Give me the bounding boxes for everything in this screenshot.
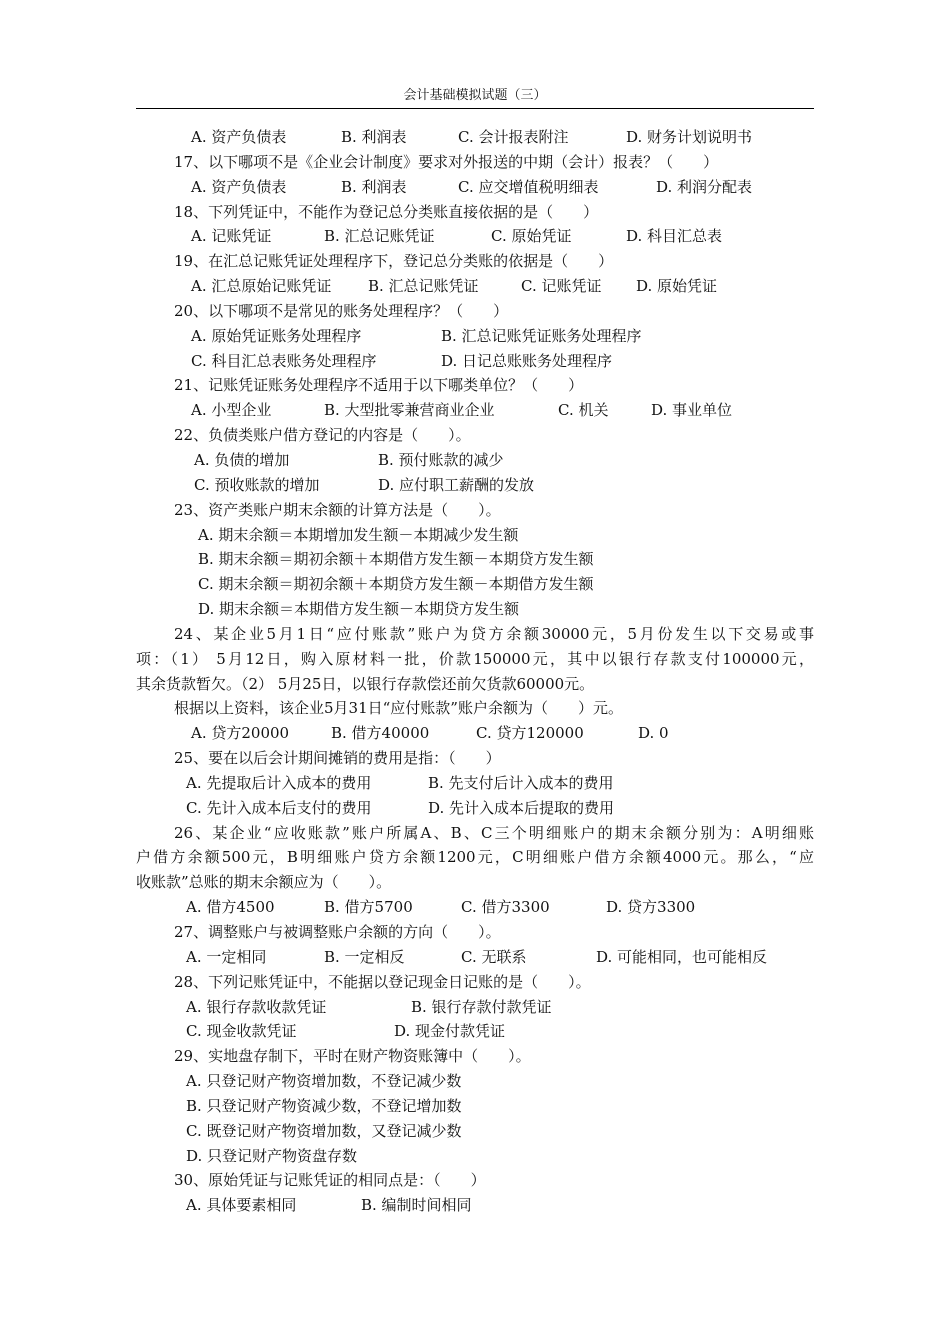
answer-option: C. 记账凭证 [521,277,602,296]
answer-option: C. 现金收款凭证 [186,1022,297,1041]
question-line [136,150,814,175]
answer-option: B. 只登记财产物资减少数，不登记增加数 [186,1096,462,1115]
answer-option: A. 具体要素相同 [186,1196,297,1215]
question-line [136,498,814,523]
option-row [136,1193,814,1218]
answer-option: D. 现金付款凭证 [394,1022,506,1041]
option-row [136,224,814,249]
option-row [136,1094,814,1119]
answer-option: B. 借方40000 [331,724,430,743]
answer-option: A. 借方4500 [186,898,275,917]
option-row [136,175,814,200]
option-row [136,1069,814,1094]
question-line [136,696,814,721]
question-text: 根据以上资料，该企业5月31日“应付账款”账户余额为（ ）元。 [174,699,623,718]
answer-option: C. 借方3300 [461,898,550,917]
answer-option: B. 利润表 [341,177,407,196]
question-text: 25、要在以后会计期间摊销的费用是指：（ ） [174,749,501,768]
question-text: 30、原始凭证与记账凭证的相同点是：（ ） [174,1171,486,1190]
header-rule [136,108,814,109]
page-header-title: 会计基础模拟试题（三） [403,88,547,103]
answer-option: C. 无联系 [461,947,527,966]
option-row [136,125,814,150]
answer-option: A. 资产负债表 [191,177,287,196]
option-row [136,349,814,374]
question-continuation [136,870,814,895]
answer-option: B. 一定相反 [324,947,405,966]
question-line [136,373,814,398]
option-row [136,721,814,746]
option-row [136,1019,814,1044]
option-row [136,771,814,796]
answer-option: D. 贷方3300 [606,898,696,917]
question-text: 收账款”总账的期末余额应为（ ）。 [136,873,392,892]
answer-option: A. 银行存款收款凭证 [186,997,327,1016]
answer-option: A. 原始凭证账务处理程序 [191,326,362,345]
answer-option: D. 利润分配表 [656,177,753,196]
answer-option: B. 汇总记账凭证 [324,227,435,246]
question-continuation [136,672,814,697]
answer-option: D. 0 [638,724,669,743]
option-row [136,473,814,498]
answer-option: B. 先支付后计入成本的费用 [428,773,614,792]
option-row [136,945,814,970]
question-line [136,821,814,846]
question-line [136,200,814,225]
answer-option: C. 既登记财产物资增加数，又登记减少数 [186,1121,462,1140]
answer-option: C. 会计报表附注 [458,128,569,146]
answer-option: C. 机关 [558,401,609,420]
question-text: 20、以下哪项不是常见的账务处理程序？（ ） [174,301,509,320]
answer-option: C. 先计入成本后支付的费用 [186,798,372,817]
answer-option: A. 资产负债表 [191,128,287,146]
question-text: 项：（1） 5月12日，购入原材料一批，价款150000元，其中以银行存款支付100000元， [136,649,814,668]
answer-option: B. 大型批零兼营商业企业 [324,401,495,420]
question-text: 17、以下哪项不是《企业会计制度》要求对外报送的中期（会计）报表？（ ） [174,152,719,171]
answer-option: B. 编制时间相同 [361,1196,472,1215]
question-text: 其余货款暂欠。（2） 5月25日，以银行存款偿还前欠货款60000元。 [136,674,595,693]
question-text: 28、下列记账凭证中，不能据以登记现金日记账的是（ ）。 [174,972,591,991]
answer-option: D. 期末余额＝本期借方发生额－本期贷方发生额 [198,600,520,619]
answer-option: D. 原始凭证 [636,277,718,296]
answer-option: B. 汇总记账凭证 [368,277,479,296]
answer-option: B. 银行存款付款凭证 [411,997,552,1016]
question-text: 22、负债类账户借方登记的内容是（ ）。 [174,426,471,445]
answer-option: D. 可能相同，也可能相反 [596,947,768,966]
question-text: 26、某企业“应收账款”账户所属A、B、C三个明细账户的期末余额分别为：A明细账 [174,823,814,842]
option-row [136,1119,814,1144]
question-continuation [136,845,814,870]
option-row [136,523,814,548]
answer-option: B. 预付账款的减少 [378,450,504,469]
question-line [136,920,814,945]
answer-option: A. 记账凭证 [191,227,272,246]
option-row [136,1144,814,1169]
answer-option: C. 贷方120000 [476,724,584,743]
question-text: 23、资产类账户期末余额的计算方法是（ ）。 [174,500,501,519]
question-line [136,970,814,995]
question-line [136,299,814,324]
answer-option: B. 利润表 [341,128,407,146]
question-text: 19、在汇总记账凭证处理程序下，登记总分类账的依据是（ ） [174,252,614,271]
answer-option: A. 一定相同 [186,947,267,966]
answer-option: D. 应付职工薪酬的发放 [378,475,535,494]
answer-option: A. 期末余额＝本期增加发生额－本期减少发生额 [198,525,519,544]
question-text: 24、某企业5月1日“应付账款”账户为贷方余额30000元，5月份发生以下交易或事 [174,624,814,643]
answer-option: D. 事业单位 [651,401,733,420]
answer-option: A. 先提取后计入成本的费用 [186,773,372,792]
answer-option: A. 小型企业 [191,401,272,420]
answer-option: C. 应交增值税明细表 [458,177,599,196]
question-line [136,1044,814,1069]
answer-option: A. 只登记财产物资增加数，不登记减少数 [186,1072,462,1091]
option-row [136,547,814,572]
answer-option: C. 预收账款的增加 [194,475,320,494]
answer-option: D. 日记总账账务处理程序 [441,351,613,370]
question-text: 29、实地盘存制下，平时在财产物资账簿中（ ）。 [174,1047,531,1066]
option-row [136,597,814,622]
answer-option: B. 期末余额＝期初余额＋本期借方发生额－本期贷方发生额 [198,550,594,569]
answer-option: C. 期末余额＝期初余额＋本期贷方发生额－本期借方发生额 [198,575,594,594]
answer-option: B. 汇总记账凭证账务处理程序 [441,326,642,345]
question-text: 27、调整账户与被调整账户余额的方向（ ）。 [174,923,501,941]
question-text: 18、下列凭证中，不能作为登记总分类账直接依据的是（ ） [174,202,599,221]
option-row [136,895,814,920]
answer-option: D. 先计入成本后提取的费用 [428,798,615,817]
option-row [136,448,814,473]
question-line [136,423,814,448]
answer-option: D. 科目汇总表 [626,227,723,246]
exam-content [136,125,814,1218]
option-row [136,398,814,423]
question-line [136,249,814,274]
answer-option: C. 原始凭证 [491,227,572,246]
option-row [136,572,814,597]
question-text: 户借方余额500元，B明细账户贷方余额1200元，C明细账户借方余额4000元。那么，“应 [136,848,814,867]
question-continuation [136,647,814,672]
question-line [136,1168,814,1193]
option-row [136,274,814,299]
answer-option: A. 贷方20000 [191,724,290,743]
answer-option: A. 负债的增加 [194,450,290,469]
answer-option: A. 汇总原始记账凭证 [191,277,332,296]
question-line [136,746,814,771]
answer-option: D. 财务计划说明书 [626,128,753,146]
answer-option: D. 只登记财产物资盘存数 [186,1146,358,1165]
question-line [136,622,814,647]
answer-option: C. 科目汇总表账务处理程序 [191,351,377,370]
option-row [136,324,814,349]
question-text: 21、记账凭证账务处理程序不适用于以下哪类单位？（ ） [174,376,584,395]
answer-option: B. 借方5700 [324,898,413,917]
option-row [136,796,814,821]
option-row [136,995,814,1020]
